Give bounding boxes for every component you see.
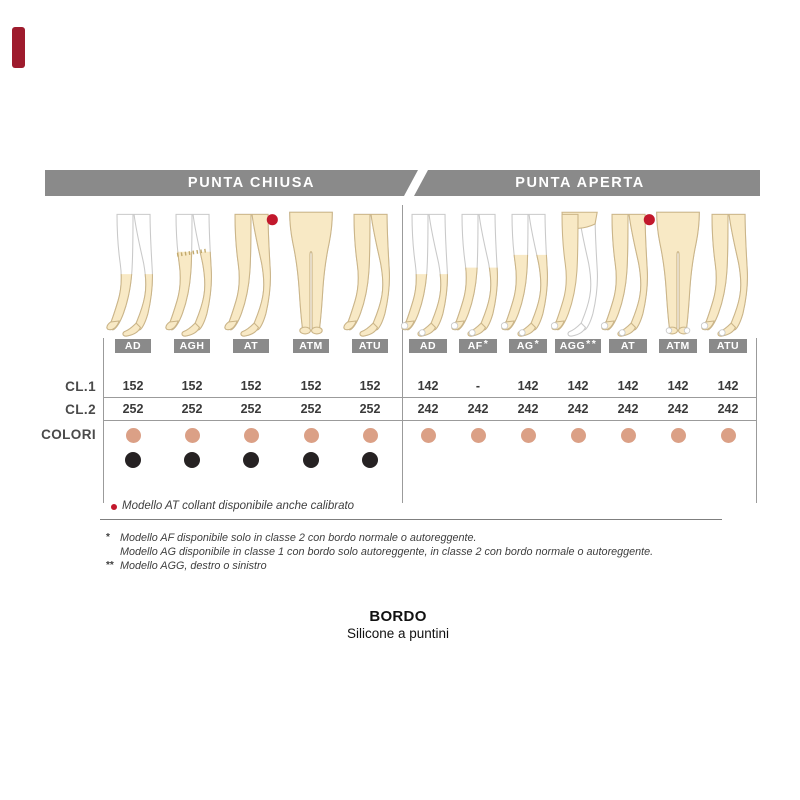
cl2-value: 242	[567, 402, 589, 416]
divider-line	[100, 519, 722, 520]
cl2-value: 242	[517, 402, 539, 416]
double-asterisk-marker: **	[106, 560, 114, 571]
bordo-subtitle: Silicone a puntini	[346, 626, 450, 641]
leg-illustration-atu-open-toe	[698, 208, 758, 338]
cl2-value: 242	[617, 402, 639, 416]
model-chip-AF: AF *	[459, 339, 497, 353]
bordo-title: BORDO	[369, 608, 427, 625]
footnote-text: Modello AGG, destro o sinistro	[120, 560, 267, 572]
color-swatch-skin	[521, 428, 536, 443]
cl1-value: 142	[717, 379, 739, 393]
color-swatch-black	[362, 452, 378, 468]
color-swatch-black	[184, 452, 200, 468]
cl2-value: 242	[717, 402, 739, 416]
model-chip-AT: AT	[609, 339, 647, 353]
model-chip-AG: AG *	[509, 339, 547, 353]
section-title-open-toe: PUNTA APERTA	[515, 175, 645, 191]
leg-illustration-agh-closed-toe	[162, 208, 222, 338]
color-swatch-skin	[671, 428, 686, 443]
cl1-value: 142	[567, 379, 589, 393]
color-swatch-skin	[126, 428, 141, 443]
cl2-value: 252	[181, 402, 203, 416]
cl2-value: 252	[240, 402, 262, 416]
footnote-text: Modello AF disponibile solo in classe 2 con bordo normale o autoreggente.	[120, 532, 477, 544]
row-label-cl2: CL.2	[65, 402, 96, 417]
cl1-value: 142	[617, 379, 639, 393]
color-swatch-skin	[185, 428, 200, 443]
cl2-value: 242	[417, 402, 439, 416]
color-swatch-skin	[471, 428, 486, 443]
cl1-value: 142	[667, 379, 689, 393]
cl1-value: -	[475, 379, 481, 393]
cl2-value: 252	[122, 402, 144, 416]
color-swatch-skin	[304, 428, 319, 443]
model-chip-ATM: ATM	[659, 339, 697, 353]
cl2-value: 252	[359, 402, 381, 416]
cl1-value: 142	[517, 379, 539, 393]
model-chip-AGG: AGG * *	[555, 339, 601, 353]
cl1-value: 142	[417, 379, 439, 393]
color-swatch-black	[243, 452, 259, 468]
model-chip-ATU: ATU	[709, 339, 747, 353]
leg-illustration-atm-closed-toe	[281, 208, 341, 338]
cl2-value: 242	[667, 402, 689, 416]
color-swatch-skin	[621, 428, 636, 443]
cl1-value: 152	[181, 379, 203, 393]
cl2-value: 252	[300, 402, 322, 416]
cl1-value: 152	[240, 379, 262, 393]
section-title-closed-toe: PUNTA CHIUSA	[187, 175, 316, 191]
color-swatch-skin	[721, 428, 736, 443]
cl1-value: 152	[359, 379, 381, 393]
color-swatch-skin	[244, 428, 259, 443]
row-label-colori: COLORI	[41, 427, 96, 442]
color-swatch-black	[125, 452, 141, 468]
leg-illustration-at-closed-toe	[221, 208, 281, 338]
row-label-cl1: CL.1	[65, 379, 96, 394]
asterisk-marker: *	[106, 532, 110, 543]
color-swatch-black	[303, 452, 319, 468]
model-chip-AD: AD	[409, 339, 447, 353]
model-chip-AGH: AGH	[174, 339, 210, 353]
cl1-value: 152	[300, 379, 322, 393]
red-dot-legend-icon	[111, 504, 117, 510]
footnote-ag	[106, 546, 653, 558]
model-chip-AD: AD	[115, 339, 151, 353]
footnote-agg	[106, 560, 267, 572]
cl1-value: 152	[122, 379, 144, 393]
model-chip-ATU: ATU	[352, 339, 388, 353]
leg-illustration-atu-closed-toe	[340, 208, 400, 338]
color-swatch-skin	[571, 428, 586, 443]
leg-illustration-ad-closed-toe	[103, 208, 163, 338]
model-chip-AT: AT	[233, 339, 269, 353]
model-chip-ATM: ATM	[293, 339, 329, 353]
color-swatch-skin	[421, 428, 436, 443]
footnote-af	[106, 532, 477, 544]
cl2-value: 242	[467, 402, 489, 416]
color-swatch-skin	[363, 428, 378, 443]
footnote-red-dot: Modello AT collant disponibile anche calibrato	[122, 500, 355, 512]
footnote-text: Modello AG disponibile in classe 1 con bordo solo autoreggente, in classe 2 con bordo normale o autoreggente.	[120, 546, 654, 558]
